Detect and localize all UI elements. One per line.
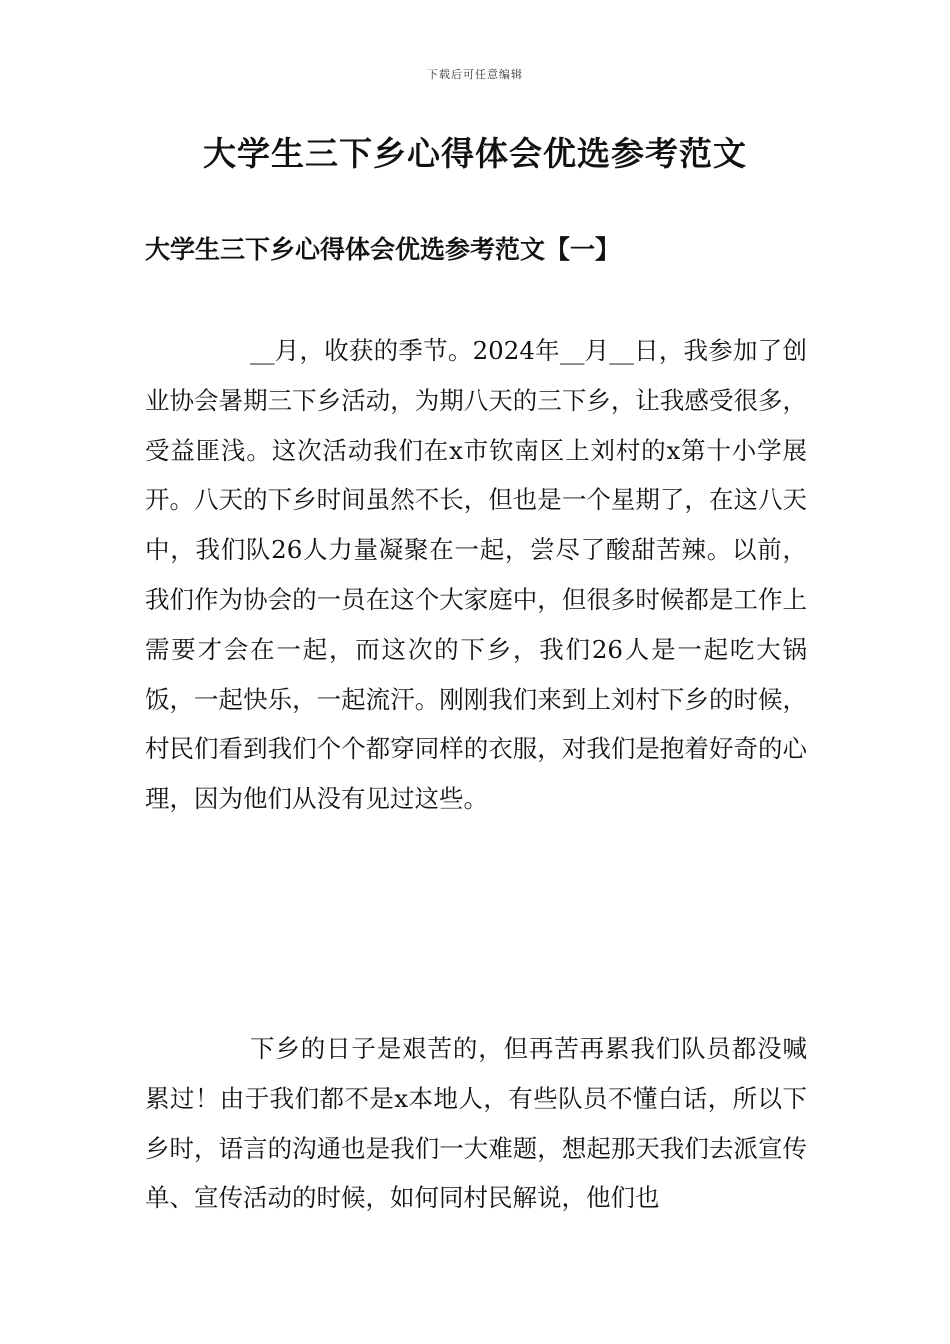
body-paragraph-2: 下乡的日子是艰苦的，但再苦再累我们队员都没喊累过！由于我们都不是x本地人，有些队员不懂白话，所以下乡时，语言的沟通也是我们一大难题，想起那天我们去派宣传单、宣传活动的时候，如何同村民解说，他们也 [145,1034,807,1213]
header-note: 下载后可任意编辑 [427,68,523,81]
body-paragraph-1: __月，收获的季节。2024年__月__日，我参加了创业协会暑期三下乡活动，为期八天的三下乡，让我感受很多，受益匪浅。这次活动我们在x市钦南区上刘村的x第十小学展开。八天的下乡时间虽然不长，但也是一个星期了，在这八天中，我们队26人力量凝聚在一起，尝尽了酸甜苦辣。以前，我们作为协会的一员在这个大家庭中，但很多时候都是工作上需要才会在一起，而这次的下乡，我们26人是一起吃大锅饭，一起快乐，一起流汗。刚刚我们来到上刘村下乡的时候，村民们看到我们个个都穿同样的衣服，对我们是抱着好奇的心理，因为他们从没有见过这些。 [145,336,807,814]
document-title: 大学生三下乡心得体会优选参考范文 [203,134,747,173]
section-heading: 大学生三下乡心得体会优选参考范文【一】 [145,235,621,264]
